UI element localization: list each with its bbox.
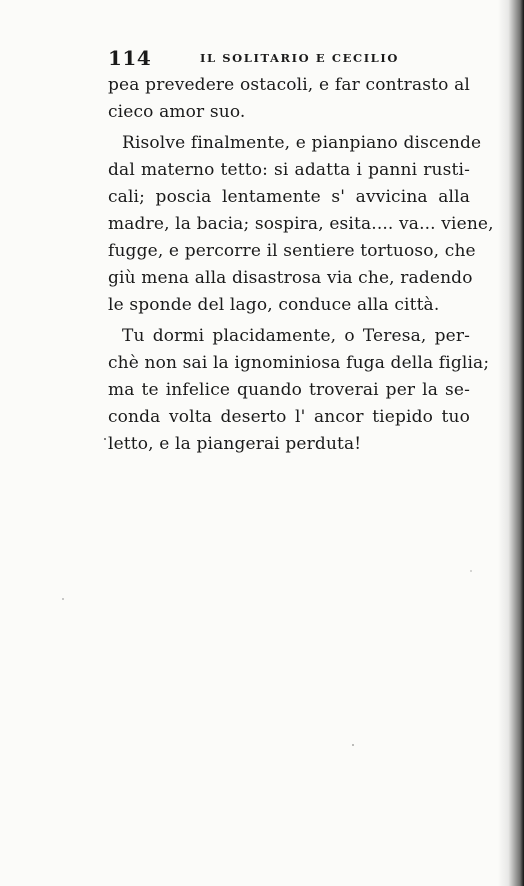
text-line: giù mena alla disastrosa via che, radendo bbox=[108, 268, 473, 288]
paper-speck bbox=[104, 438, 106, 440]
text-line: dal materno tetto: si adatta i panni rusti- bbox=[108, 160, 470, 180]
text-line: madre, la bacia; sospira, esita.... va... viene, bbox=[108, 214, 494, 234]
page-number: 114 bbox=[108, 46, 152, 70]
text-line: letto, e la piangerai perduta! bbox=[108, 434, 362, 454]
paper-speck bbox=[62, 598, 64, 600]
body-text bbox=[108, 72, 494, 458]
page-header bbox=[108, 46, 470, 72]
text-line: conda volta deserto l' ancor tiepido tuo bbox=[108, 407, 470, 427]
running-title: IL SOLITARIO E CECILIO bbox=[200, 51, 399, 65]
paper-speck bbox=[352, 744, 354, 746]
text-line: ma te infelice quando troverai per la se- bbox=[108, 380, 470, 400]
text-line: pea prevedere ostacoli, e far contrasto al bbox=[108, 75, 470, 95]
binding-shadow bbox=[498, 0, 524, 886]
text-line: cali; poscia lentamente s' avvicina alla bbox=[108, 187, 470, 207]
paper-speck bbox=[470, 570, 472, 572]
text-line: le sponde del lago, conduce alla città. bbox=[108, 295, 440, 315]
text-line: Risolve finalmente, e pianpiano discende bbox=[122, 133, 482, 153]
text-line: fugge, e percorre il sentiere tortuoso, che bbox=[108, 241, 476, 261]
text-line: chè non sai la ignominiosa fuga della figlia; bbox=[108, 353, 490, 373]
text-line: Tu dormi placidamente, o Teresa, per- bbox=[122, 326, 470, 346]
text-line: cieco amor suo. bbox=[108, 102, 246, 122]
